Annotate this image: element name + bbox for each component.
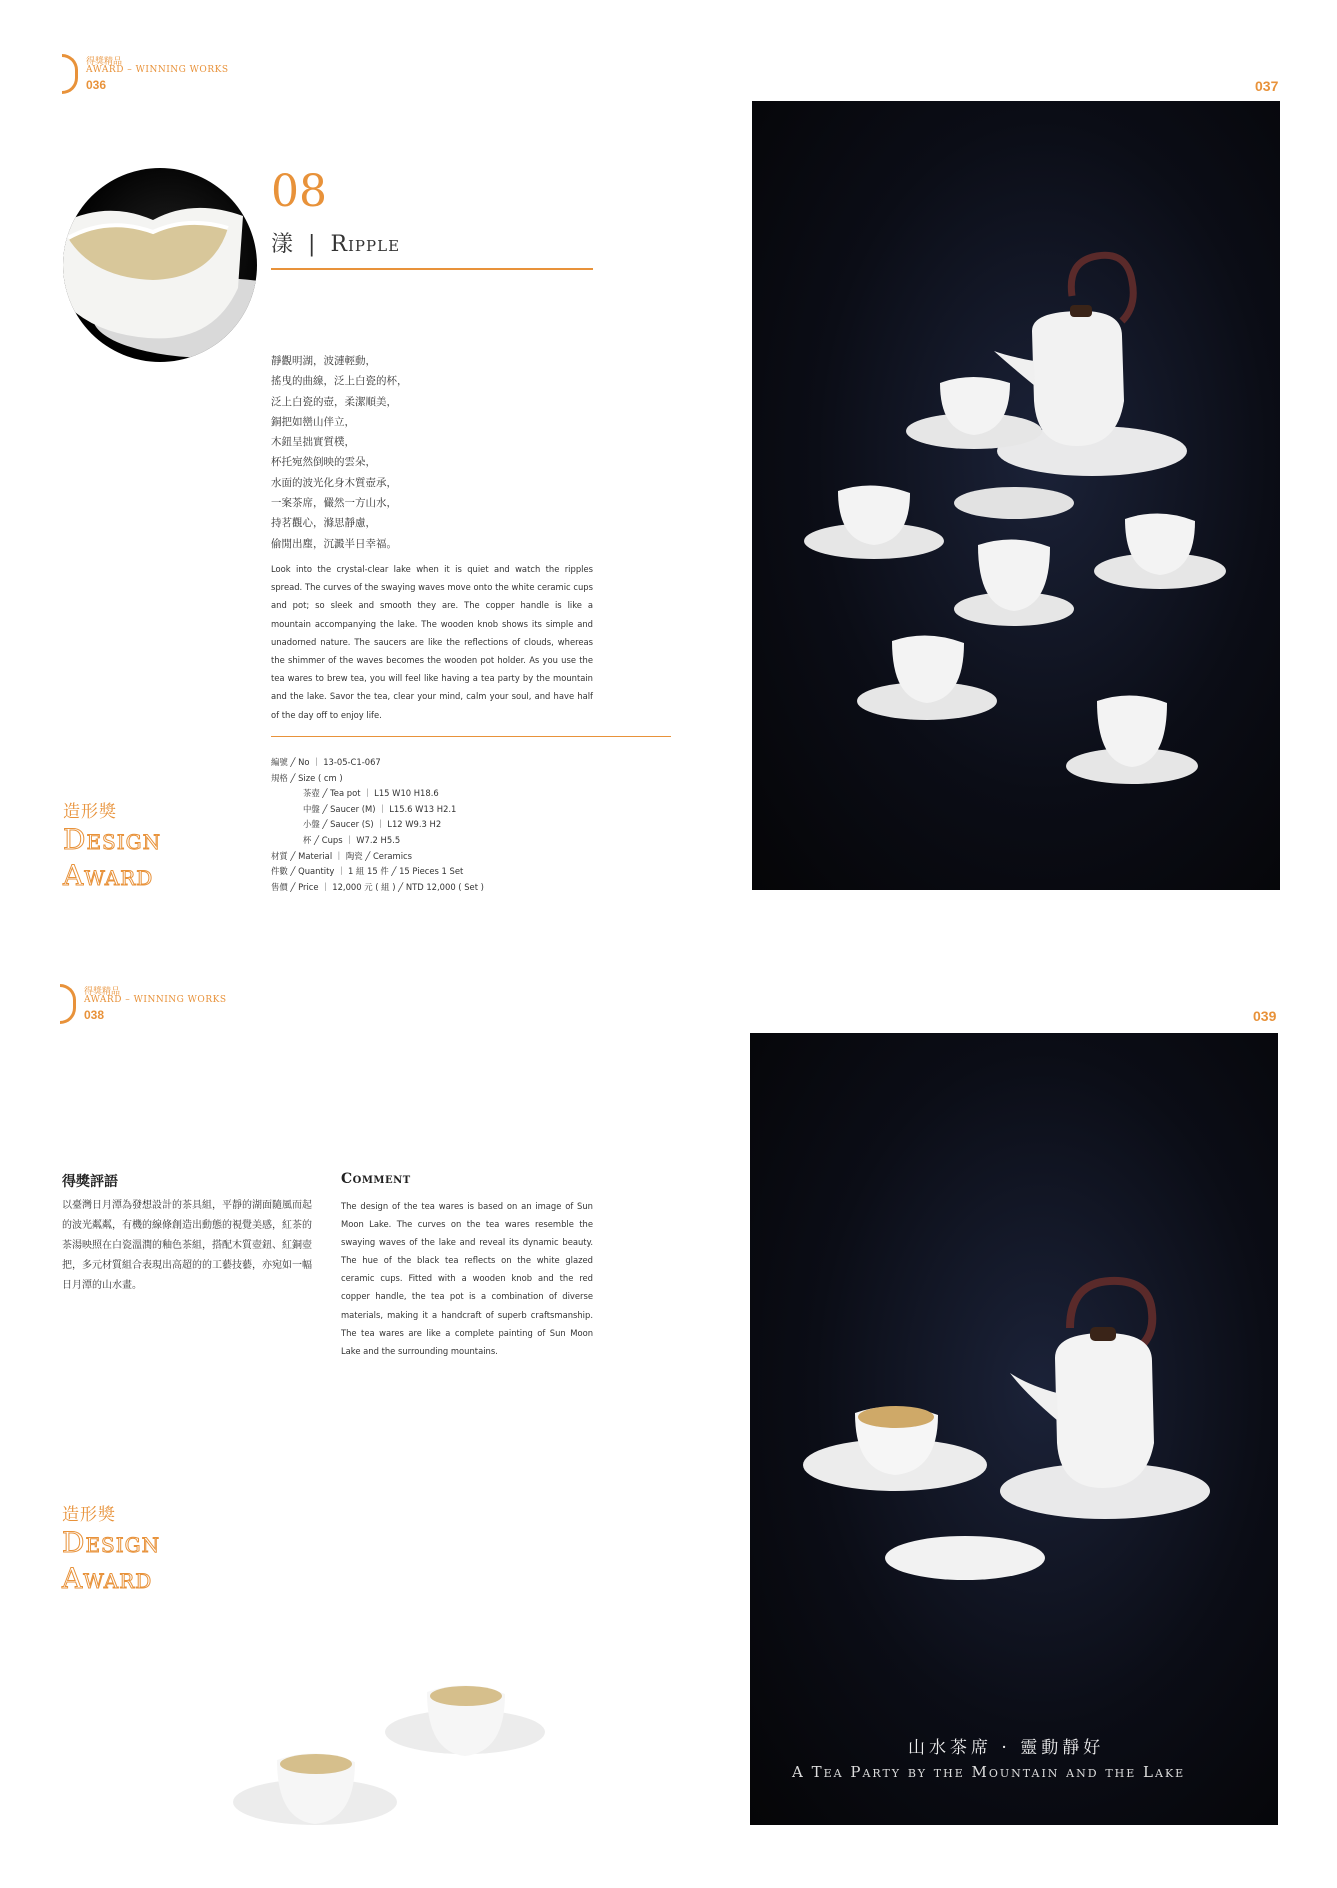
entry-number: 08 [271,166,327,217]
spec-row: 材質 ╱ Material ｜ 陶瓷 ╱ Ceramics [271,850,412,861]
spec-row: 中盤 ╱ Saucer (M) ｜ L15.6 W13 H2.1 [303,803,457,814]
poem-ch [271,351,591,554]
title-ch: 漾 [271,232,294,257]
section-header [62,54,262,96]
cups-photo [215,1640,587,1860]
award-en-line2: Award [63,859,154,892]
cup-closeup-illustration [63,168,257,362]
header-bracket-icon-2 [60,984,76,1024]
page-number-right: 037 [1255,78,1279,94]
comment-heading-ch: 得獎評語 [62,1174,118,1190]
title-rule [271,268,593,270]
spec-row: 小盤 ╱ Saucer (S) ｜ L12 W9.3 H2 [303,819,442,830]
poem-line: 搖曳的曲線，泛上白瓷的杯， [271,375,408,388]
comment-body-ch: 以臺灣日月潭為發想設計的茶具組，平靜的湖面隨風而起的波光粼粼，有機的線條創造出動態的視覺美感，紅茶的茶湯映照在白瓷溫潤的釉色茶組，搭配木質壺鈕、紅銅壺把，多元材質組合表現出高超的的工藝技藝，亦宛如一幅日月潭的山水畫。 [62,1200,312,1291]
page-number-left: 036 [86,78,107,92]
teapot-photo [750,1033,1278,1825]
page-number-left-2: 038 [84,1008,105,1022]
caption-en: A Tea Party by the Mountain and the Lake [792,1763,1186,1781]
spec-row: 茶壺 ╱ Tea pot ｜ L15 W10 H18.6 [303,788,439,799]
award-label-ch: 造形獎 [63,802,117,822]
caption-ch: 山水茶席 · 靈動靜好 [908,1738,1105,1758]
spec-row: 杯 ╱ Cups ｜ W7.2 H5.5 [303,834,401,845]
poem-line: 靜觀明湖，波漣輕動， [271,355,376,367]
spec-row: 件數 ╱ Quantity ｜ 1 組 15 件 ╱ 15 Pieces 1 Set [271,866,464,877]
spec-list [271,755,631,895]
award-label-en-2 [62,1525,160,1597]
comment-heading-en: Comment [341,1171,411,1187]
specs-rule [271,736,671,737]
poem-line: 杯托宛然倒映的雲朵， [271,456,376,469]
poem-line: 持茗觀心，滌思靜慮， [271,517,376,530]
section-header-2 [60,984,260,1026]
comment-body-en: The design of the tea wares is based on an image of Sun Moon Lake. The curves on the tea wares resemble the swaying waves of the lake and reveal its dynamic beauty. The hue of the black tea reflects on the white glazed ceramic cups. Fitted with a wooden knob and the red copper handle, the tea pot is a combination of diverse materials, making it a handcraft of superb craftsmanship. The tea wares are like a complete painting of Sun Moon Lake and the surrounding mountains. [341,1201,593,1356]
description-en: Look into the crystal-clear lake when it is quiet and watch the ripples spread. The curves of the swaying waves move onto the white ceramic cups and pot; so sleek and smooth they are. The copper handle is like a mountain accompanying the lake. The wooden knob shows its simple and unadorned nature. The saucers are like the reflections of clouds, whereas the shimmer of the waves becomes the wooden pot holder. As you use the tea wares to brew tea, you will feel like having a tea party by the mountain and the lake. Savor the tea, clear your mind, calm your soul, and have half of the day off to enjoy life. [271,564,593,720]
spec-row: 編號 ╱ No ｜ 13-05-C1-067 [271,757,381,767]
award-en-line1-2: Design [62,1526,161,1559]
poem-line: 一案茶席，儼然一方山水， [271,497,397,510]
spec-row: 規格 ╱ Size ( cm ) [271,772,343,783]
header-label-en-2: AWARD – WINNING WORKS [84,995,227,1005]
poem-line: 水面的波光化身木質壺承， [271,476,397,489]
header-label-ch: 得獎精品 [86,57,123,67]
header-label-en: AWARD – WINNING WORKS [86,65,229,75]
award-label-en [63,822,161,894]
poem-line: 木鈕呈拙實質樸， [271,436,355,449]
award-label-ch-2: 造形獎 [62,1505,116,1525]
teapot-illustration [750,1033,1278,1825]
poem-line: 銅把如巒山伴立， [271,415,355,428]
spec-row: 售價 ╱ Price ｜ 12,000 元 ( 組 ) ╱ NTD 12,000 ( Set ) [271,881,484,892]
page-number-right-2: 039 [1253,1008,1277,1024]
poem-line: 偷閒出塵，沉澱半日幸福。 [271,537,397,550]
tea-set-illustration [752,101,1280,890]
cups-illustration [215,1640,587,1860]
cup-detail-photo [63,168,257,362]
title-en: Ripple [330,232,401,257]
award-en-line1: Design [63,823,162,856]
award-en-line2-2: Award [62,1562,153,1595]
title-separator: | [308,232,316,257]
header-bracket-icon [62,54,78,94]
tea-set-photo [752,101,1280,890]
product-title [271,227,400,258]
header-label-ch-2: 得獎精品 [84,987,121,997]
poem-line: 泛上白瓷的壺，柔潔順美， [271,395,397,408]
